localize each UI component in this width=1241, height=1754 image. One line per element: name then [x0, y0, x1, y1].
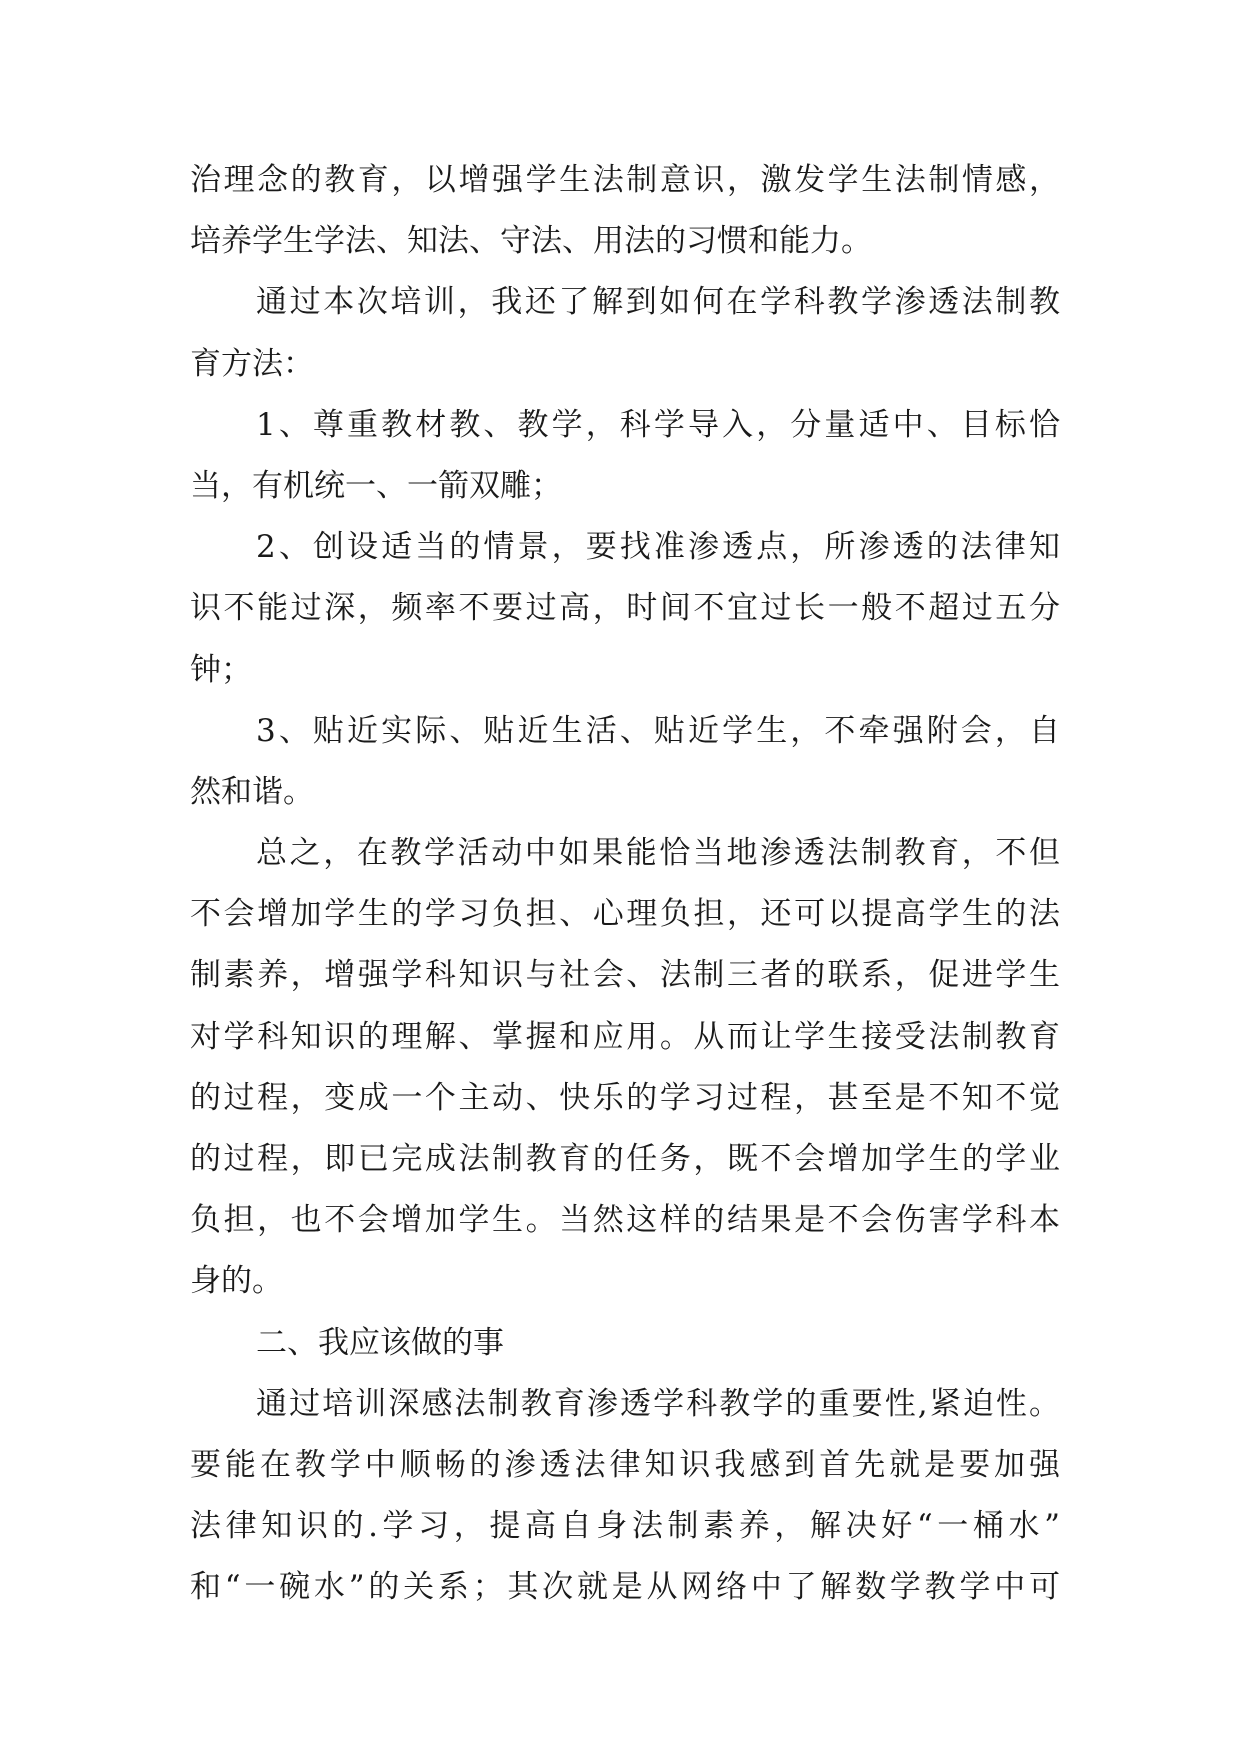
text-line: 识不能过深，频率不要过高，时间不宜过长一般不超过五分: [190, 590, 1060, 627]
text-line: 制素养，增强学科知识与社会、法制三者的联系，促进学生: [190, 957, 1060, 994]
text-line: 当，有机统一、一箭双雕；: [190, 467, 562, 504]
text-line: 对学科知识的理解、掌握和应用。从而让学生接受法制教育: [190, 1018, 1060, 1055]
text-line: 不会增加学生的学习负担、心理负担，还可以提高学生的法: [190, 896, 1060, 933]
text-line: 负担，也不会增加学生。当然这样的结果是不会伤害学科本: [190, 1202, 1060, 1239]
paragraph-start-line: 通过本次培训，我还了解到如何在学科教学渗透法制教: [256, 284, 1060, 321]
document-body: [190, 150, 1060, 1619]
text-line: 身的。: [190, 1263, 283, 1300]
text-line: 要能在教学中顺畅的渗透法律知识我感到首先就是要加强: [190, 1446, 1060, 1483]
text-line: 钟；: [190, 651, 252, 688]
text-line: 治理念的教育，以增强学生法制意识，激发学生法制情感，: [190, 162, 1060, 198]
text-line: 和“一碗水”的关系；其次就是从网络中了解数学教学中可: [190, 1569, 1060, 1606]
paragraph-start-line: 通过培训深感法制教育渗透学科教学的重要性,紧迫性。: [256, 1385, 1060, 1422]
text-line: 然和谐。: [190, 773, 314, 810]
section-heading: 二、我应该做的事: [256, 1324, 504, 1361]
text-line: 培养学生学法、知法、守法、用法的习惯和能力。: [190, 223, 872, 260]
list-item-2-line: 2、创设适当的情景，要找准渗透点，所渗透的法律知: [256, 529, 1060, 566]
text-line: 的过程，变成一个主动、快乐的学习过程，甚至是不知不觉: [190, 1079, 1060, 1116]
list-item-1-line: 1、尊重教材教、教学，科学导入，分量适中、目标恰: [256, 406, 1060, 443]
text-line: 法律知识的.学习，提高自身法制素养，解决好“一桶水”: [190, 1508, 1060, 1545]
paragraph-start-line: 总之，在教学活动中如果能恰当地渗透法制教育，不但: [256, 835, 1060, 872]
text-line: 育方法：: [190, 345, 314, 382]
text-line: 的过程，即已完成法制教育的任务，既不会增加学生的学业: [190, 1141, 1060, 1177]
list-item-3-line: 3、贴近实际、贴近生活、贴近学生，不牵强附会，自: [256, 712, 1060, 749]
